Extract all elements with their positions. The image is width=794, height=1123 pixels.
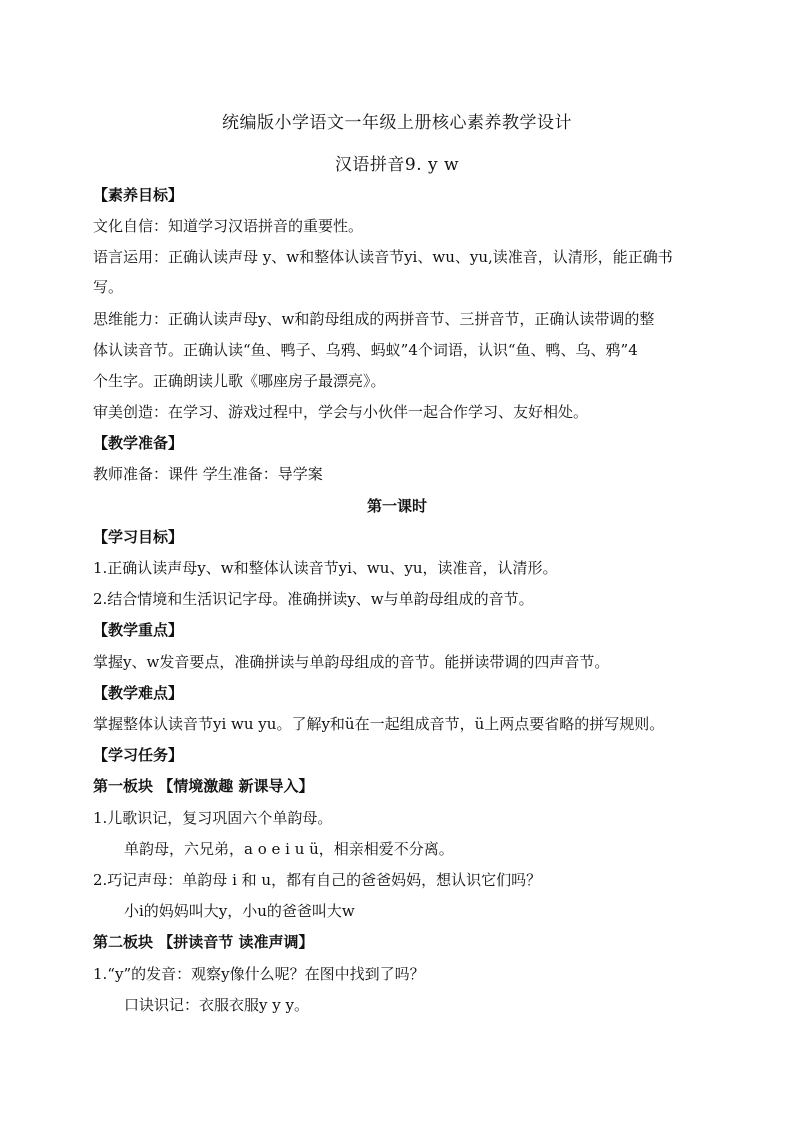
paragraph-line: 掌握整体认读音节yi wu yu。了解y和ü在一起组成音节，ü上两点要省略的拼写规则。: [93, 715, 665, 733]
lesson-period-heading: 第一课时: [366, 497, 427, 515]
heading-learning-goals: 【学习目标】: [93, 528, 184, 546]
heading-difficulties: 【教学难点】: [93, 684, 184, 702]
paragraph-line: 口诀识记：衣服衣服y y y。: [124, 996, 309, 1014]
heading-key-points: 【教学重点】: [93, 621, 184, 639]
paragraph-line: 体认读音节。正确认读“鱼、鸭子、乌鸦、蚂蚁”4个词语，认识“鱼、鸭、乌、鸦”4: [93, 341, 638, 359]
paragraph-line: 教师准备：课件 学生准备：导学案: [93, 465, 323, 483]
section-heading-block-two: 第二板块 【拼读音节 读准声调】: [93, 933, 314, 951]
paragraph-line: 1.儿歌识记，复习巩固六个单韵母。: [93, 809, 333, 827]
paragraph-line: 掌握y、w发音要点，准确拼读与单韵母组成的音节。能拼读带调的四声音节。: [93, 653, 610, 671]
paragraph-line: 审美创造：在学习、游戏过程中，学会与小伙伴一起合作学习、友好相处。: [93, 403, 589, 421]
paragraph-line: 语言运用：正确认读声母 y、w和整体认读音节yi、wu、yu,读准音，认清形，能正确书: [93, 248, 673, 266]
paragraph-line: 小i的妈妈叫大y，小u的爸爸叫大w: [124, 902, 355, 920]
heading-literacy-goals: 【素养目标】: [93, 186, 184, 204]
section-heading-block-one: 第一板块 【情境激趣 新课导入】: [93, 777, 314, 795]
paragraph-line: 写。: [93, 278, 124, 296]
paragraph-line: 2.巧记声母：单韵母 i 和 u，都有自己的爸爸妈妈，想认识它们吗？: [93, 871, 542, 889]
paragraph-line: 2.结合情境和生活识记字母。准确拼读y、w与单韵母组成的音节。: [93, 590, 534, 608]
paragraph-line: 个生字。正确朗读儿歌《哪座房子最漂亮》。: [93, 372, 386, 390]
paragraph-line: 1.“y”的发音：观察y像什么呢？在图中找到了吗？: [93, 965, 425, 983]
document-title: 统编版小学语文一年级上册核心素养教学设计: [222, 113, 572, 133]
paragraph-line: 思维能力：正确认读声母y、w和韵母组成的两拼音节、三拼音节，正确认读带调的整: [93, 310, 655, 328]
document-subtitle: 汉语拼音9. y w: [334, 155, 460, 175]
paragraph-line: 1.正确认读声母y、w和整体认读音节yi、wu、yu，读准音，认清形。: [93, 559, 558, 577]
paragraph-line: 文化自信：知道学习汉语拼音的重要性。: [93, 217, 364, 235]
heading-learning-tasks: 【学习任务】: [93, 746, 184, 764]
heading-teaching-prep: 【教学准备】: [93, 434, 184, 452]
paragraph-line: 单韵母，六兄弟，a o e i u ü，相亲相爱不分离。: [124, 840, 454, 858]
